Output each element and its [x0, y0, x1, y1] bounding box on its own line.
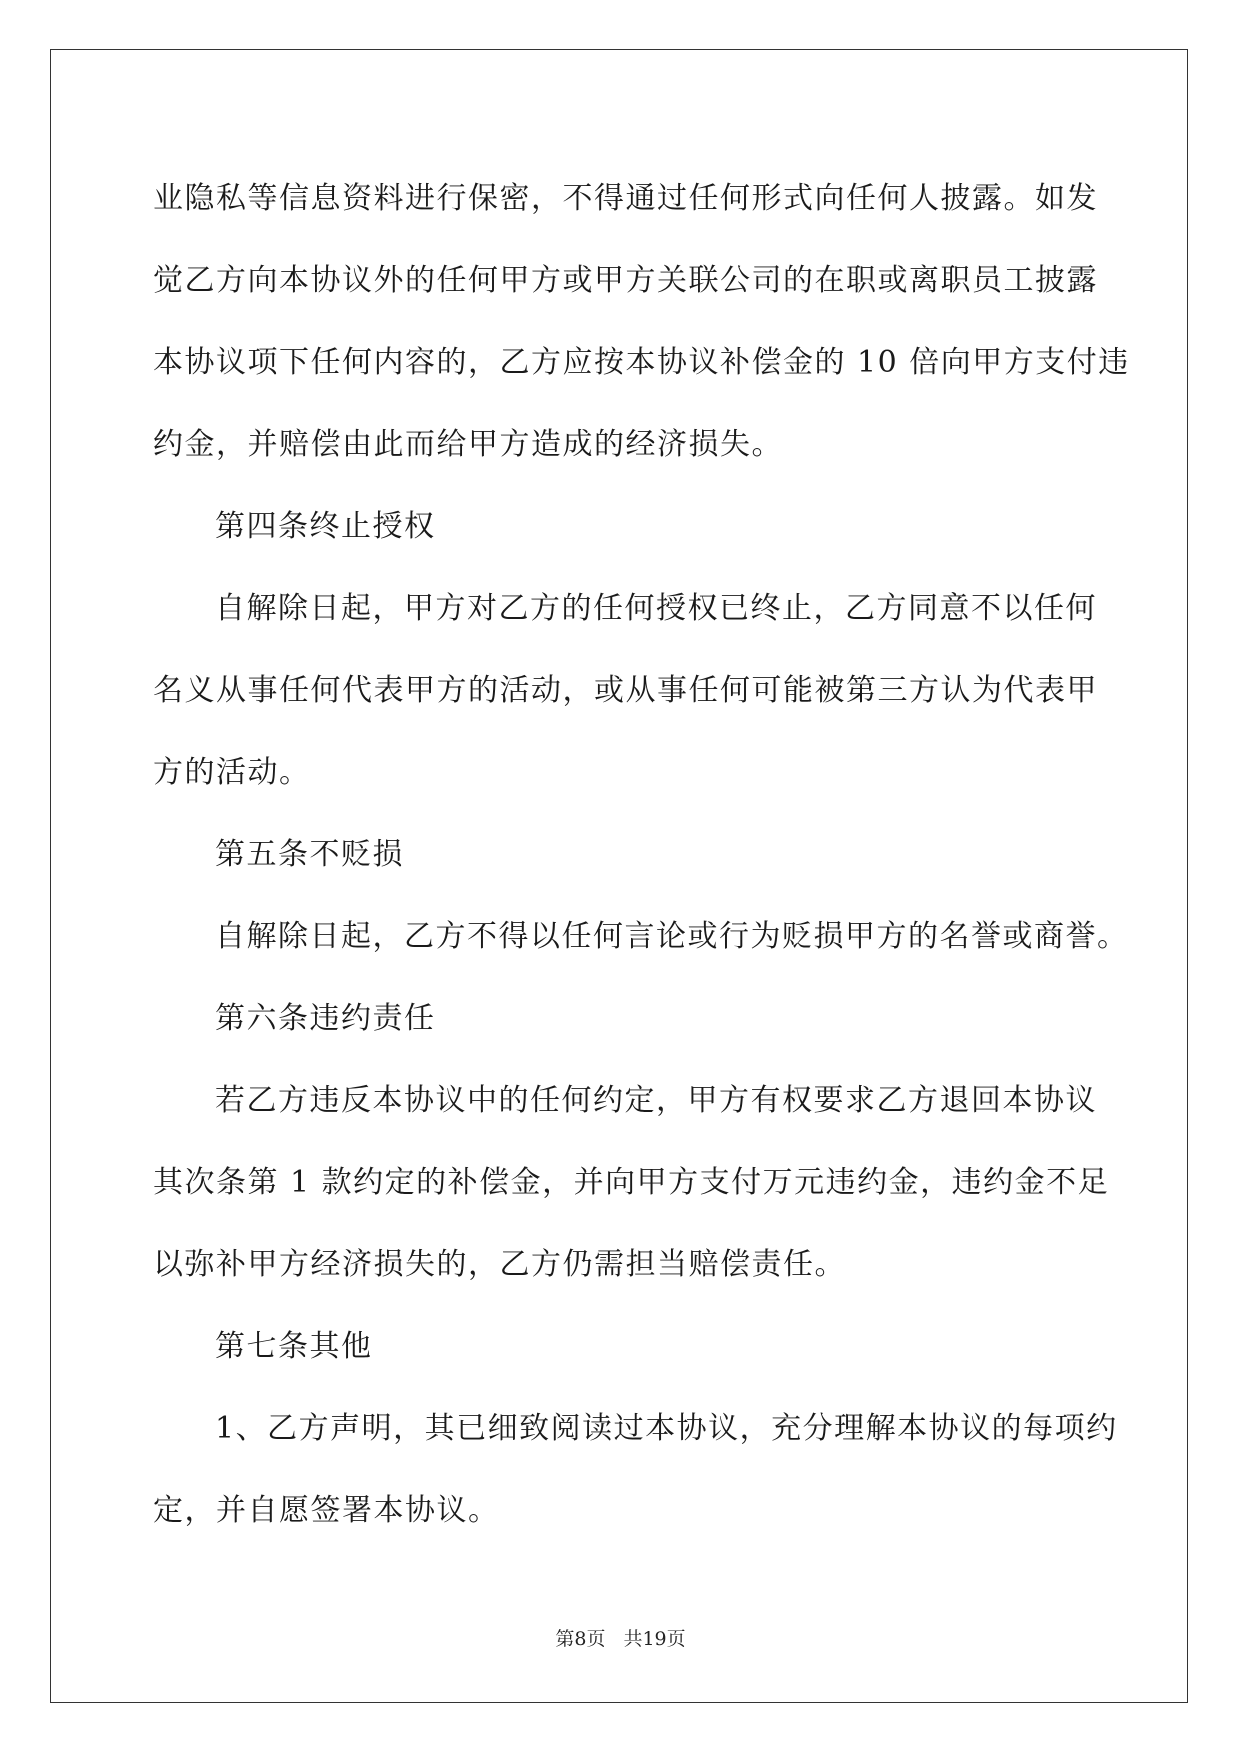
- text-line: 第五条不贬损: [215, 837, 404, 872]
- text-line: 自解除日起，甲方对乙方的任何授权已终止，乙方同意不以任何: [215, 591, 1097, 626]
- text-line: 方的活动。: [153, 755, 311, 790]
- text-line: 以弥补甲方经济损失的，乙方仍需担当赔偿责任。: [153, 1247, 846, 1282]
- text-line: 业隐私等信息资料进行保密，不得通过任何形式向任何人披露。如发: [153, 181, 1098, 216]
- text-line: 本协议项下任何内容的，乙方应按本协议补偿金的 10 倍向甲方支付违: [153, 345, 1130, 380]
- text-line: 自解除日起，乙方不得以任何言论或行为贬损甲方的名誉或商誉。: [215, 919, 1129, 954]
- document-body: [153, 158, 1130, 1552]
- text-line: 第六条违约责任: [215, 1001, 436, 1036]
- text-line: 觉乙方向本协议外的任何甲方或甲方关联公司的在职或离职员工披露: [153, 263, 1098, 298]
- total-pages: 共19页: [623, 1628, 686, 1650]
- text-line: 约金，并赔偿由此而给甲方造成的经济损失。: [153, 427, 783, 462]
- page-footer: [0, 1624, 1241, 1651]
- text-line: 名义从事任何代表甲方的活动，或从事任何可能被第三方认为代表甲: [153, 673, 1098, 708]
- text-line: 若乙方违反本协议中的任何约定，甲方有权要求乙方退回本协议: [215, 1083, 1097, 1118]
- text-line: 第七条其他: [215, 1329, 373, 1364]
- text-line: 其次条第 1 款约定的补偿金，并向甲方支付万元违约金，违约金不足: [153, 1165, 1110, 1200]
- current-page-number: 第8页: [555, 1628, 606, 1650]
- text-line: 1、乙方声明，其已细致阅读过本协议，充分理解本协议的每项约: [215, 1411, 1118, 1446]
- text-line: 第四条终止授权: [215, 509, 436, 544]
- text-line: 定，并自愿签署本协议。: [153, 1493, 500, 1528]
